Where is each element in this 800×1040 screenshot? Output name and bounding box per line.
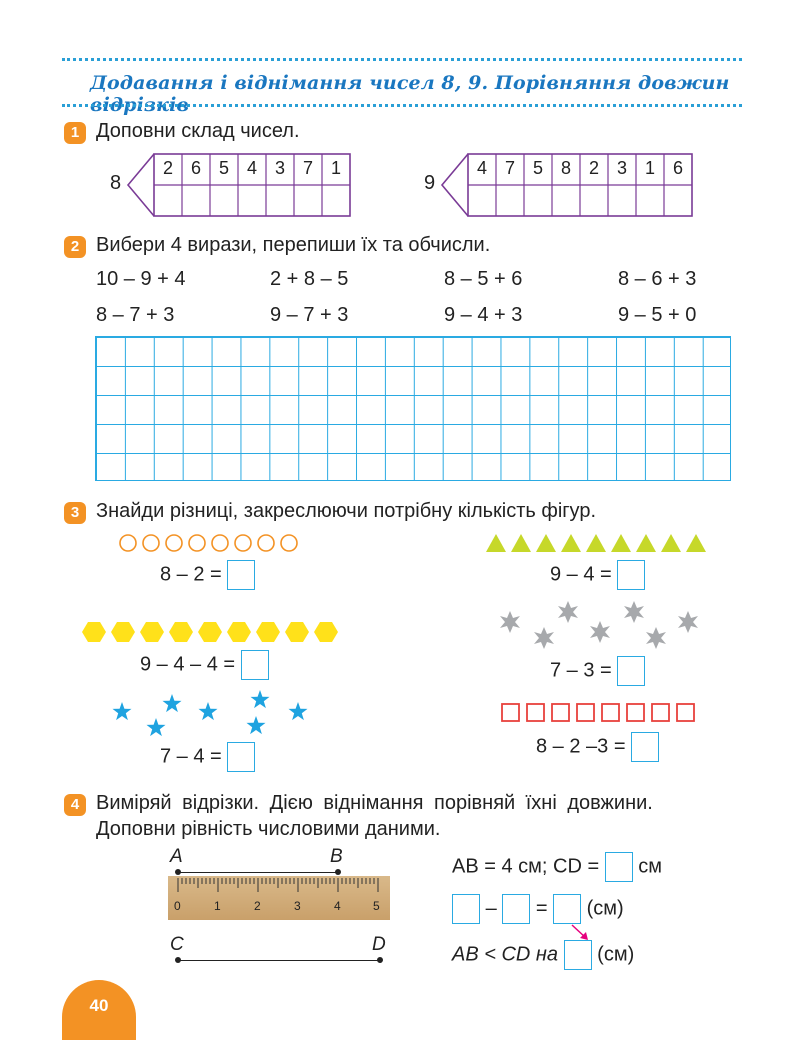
cell-9-4: 2 (588, 158, 599, 178)
answer-grid[interactable] (95, 336, 731, 481)
segment-cd (178, 960, 380, 961)
minuend-box[interactable] (452, 894, 480, 924)
diff-row-2 (550, 560, 645, 590)
orange-circles[interactable] (118, 532, 302, 554)
cell-8-0: 2 (162, 158, 173, 178)
number-house-9 (424, 152, 704, 218)
cm-paren-label: (см) (586, 897, 624, 920)
task-3-text: Знайди різниці, закреслюючи потрібну кількість фігур. (96, 500, 597, 522)
red-squares[interactable] (500, 702, 706, 724)
ab-text: AB = 4 см; CD = (452, 855, 600, 878)
blue-stars[interactable] (110, 690, 316, 740)
diff-expression: 9 – 4 – 4 = (140, 653, 236, 676)
point-c-label: C (170, 934, 184, 955)
ruler-number: 2 (254, 899, 261, 913)
answer-box[interactable] (631, 732, 659, 762)
cell-9-3: 8 (560, 158, 571, 178)
number-house-8 (110, 152, 360, 218)
segment-ab (178, 872, 338, 873)
cell-9-1: 7 (504, 158, 515, 178)
task-4-line-1: Виміряй відрізки. Дією віднімання порівняй їхні довжини. (96, 792, 653, 814)
difference-box[interactable] (553, 894, 581, 924)
cell-8-1: 6 (190, 158, 201, 178)
answer-box[interactable] (617, 560, 645, 590)
ruler-number: 4 (334, 899, 341, 913)
answer-box[interactable] (227, 560, 255, 590)
cell-8-3: 4 (246, 158, 257, 178)
expression: 10 – 9 + 4 (96, 268, 186, 290)
page-number: 40 (89, 996, 109, 1015)
compare-answer-box[interactable] (564, 940, 592, 970)
cell-9-7: 6 (672, 158, 683, 178)
diff-expression: 8 – 2 –3 = (536, 735, 626, 758)
ruler-number: 1 (214, 899, 221, 913)
expression: 8 – 6 + 3 (618, 268, 697, 290)
cell-8-2: 5 (218, 158, 229, 178)
answer-box[interactable] (241, 650, 269, 680)
diff-row-1 (160, 560, 255, 590)
task-1-badge: 1 (64, 122, 86, 144)
diff-row-6 (536, 732, 659, 762)
cd-answer-box[interactable] (605, 852, 633, 882)
cell-9-5: 3 (616, 158, 627, 178)
cell-8-4: 3 (274, 158, 285, 178)
house-number-8: 8 (110, 172, 122, 194)
ruler-number: 0 (174, 899, 181, 913)
expression: 9 – 5 + 0 (618, 304, 697, 326)
diff-row-4 (550, 656, 645, 686)
answer-box[interactable] (617, 656, 645, 686)
diff-expression: 7 – 3 = (550, 659, 612, 682)
point-c (175, 957, 181, 963)
cm-label: см (638, 855, 663, 878)
house-number-9: 9 (424, 172, 436, 194)
page-title: Додавання і віднімання чисел 8, 9. Порівняння довжин відрізків (90, 72, 730, 116)
ab-cd-row (452, 852, 662, 882)
compare-row (452, 940, 634, 970)
subtraction-row (452, 894, 624, 924)
task-1-text: Доповни склад чисел. (96, 120, 300, 142)
diff-row-5 (160, 742, 255, 772)
task-4-badge: 4 (64, 794, 86, 816)
cell-9-2: 5 (532, 158, 543, 178)
ruler-numbers (168, 899, 390, 915)
expression: 8 – 7 + 3 (96, 304, 175, 326)
task-3-badge: 3 (64, 502, 86, 524)
green-triangles[interactable] (486, 532, 716, 554)
task-2-badge: 2 (64, 236, 86, 258)
point-a (175, 869, 181, 875)
compare-text: AB < CD на (452, 943, 559, 966)
diff-expression: 8 – 2 = (160, 563, 222, 586)
task-2-text: Вибери 4 вирази, перепиши їх та обчисли. (96, 234, 491, 256)
point-d-label: D (372, 934, 386, 955)
cell-8-5: 7 (302, 158, 313, 178)
expression: 2 + 8 – 5 (270, 268, 349, 290)
top-dotted-line (62, 58, 742, 61)
expression: 9 – 7 + 3 (270, 304, 349, 326)
point-d (377, 957, 383, 963)
answer-box[interactable] (227, 742, 255, 772)
bottom-dotted-line (62, 104, 742, 107)
diff-expression: 9 – 4 = (550, 563, 612, 586)
expression: 9 – 4 + 3 (444, 304, 523, 326)
yellow-hexagons[interactable] (82, 620, 342, 644)
point-b-label: B (330, 846, 343, 867)
expression: 8 – 5 + 6 (444, 268, 523, 290)
point-b (335, 869, 341, 875)
cm-paren-label-2: (см) (597, 943, 635, 966)
ruler-number: 3 (294, 899, 301, 913)
cell-8-6: 1 (330, 158, 341, 178)
minus-sign: – (485, 897, 497, 920)
point-a-label: A (170, 846, 183, 867)
ruler-number: 5 (373, 899, 380, 913)
grey-bursts[interactable] (500, 598, 710, 656)
diff-expression: 7 – 4 = (160, 745, 222, 768)
diff-row-3 (140, 650, 269, 680)
subtrahend-box[interactable] (502, 894, 530, 924)
task-4-line-2: Доповни рівність числовими даними. (96, 818, 441, 840)
cell-9-6: 1 (644, 158, 655, 178)
equals-sign: = (535, 897, 548, 920)
cell-9-0: 4 (476, 158, 487, 178)
